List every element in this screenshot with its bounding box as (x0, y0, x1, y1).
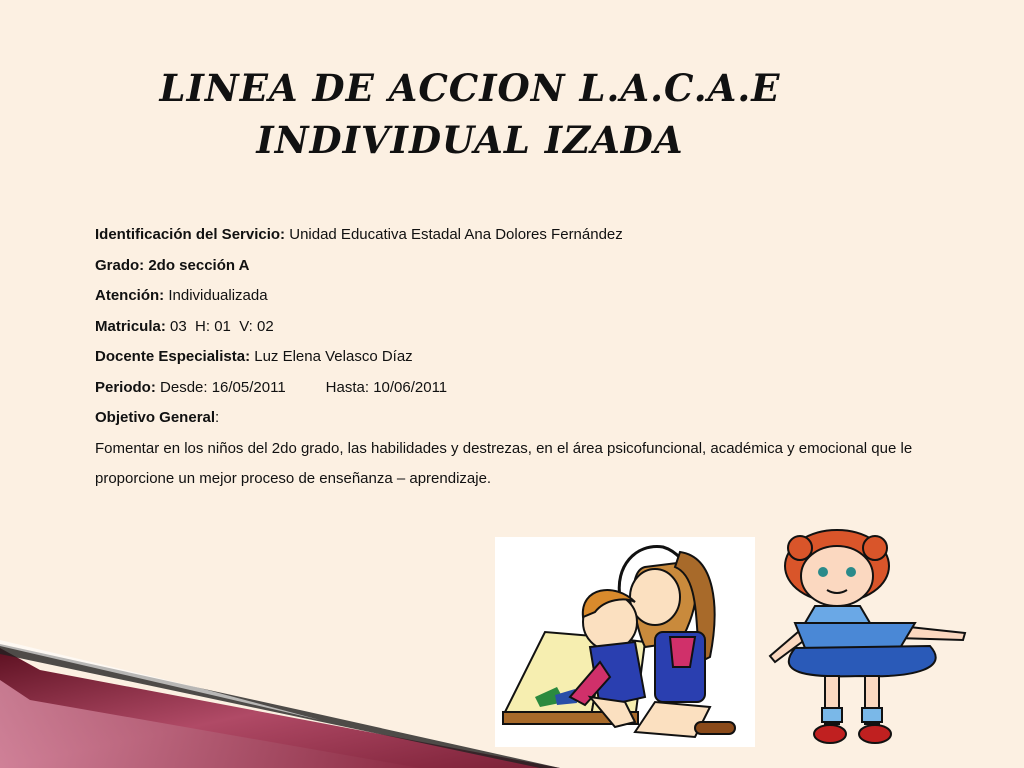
atencion-value: Individualizada (168, 287, 268, 304)
servicio-value: Unidad Educativa Estadal Ana Dolores Fernández (289, 226, 623, 243)
matricula-row (95, 312, 985, 343)
atencion-label: Atención: (95, 287, 165, 304)
objetivo-colon: : (215, 409, 220, 426)
periodo-label: Periodo: (95, 378, 156, 396)
grado-label: Grado: 2do sección A (95, 256, 250, 274)
docente-row (95, 342, 985, 373)
matricula-label: Matricula: (95, 317, 166, 335)
children-reading-image (495, 537, 755, 747)
periodo-desde: Desde: 16/05/2011 (160, 378, 286, 396)
objetivo-row (95, 403, 985, 434)
atencion-row (95, 281, 985, 312)
grado-row (95, 251, 985, 282)
slide-title-line-1: LINEA DE ACCION L.A.C.A.E (159, 66, 781, 110)
servicio-row (95, 220, 985, 251)
docente-label: Docente Especialista: (95, 348, 251, 365)
matricula-value: 03 H: 01 V: 02 (170, 317, 274, 335)
docente-value: Luz Elena Velasco Díaz (254, 348, 413, 365)
objetivo-label: Objetivo General (95, 409, 216, 426)
servicio-label: Identificación del Servicio: (95, 226, 286, 243)
info-block (95, 220, 985, 495)
slide-title-line-2: INDIVIDUAL IZADA (256, 118, 684, 162)
objetivo-text: Fomentar en los niños del 2do grado, las habilidades y destrezas, en el área psicofuncional, académica y emocional que le proporcione un mejor proceso de enseñanza – aprendizaje. (95, 439, 913, 487)
doll-girl-image (765, 528, 975, 753)
decorative-ribbon (0, 640, 560, 768)
periodo-row (95, 373, 985, 404)
slide-title (130, 62, 810, 166)
periodo-hasta: Hasta: 10/06/2011 (325, 378, 448, 396)
